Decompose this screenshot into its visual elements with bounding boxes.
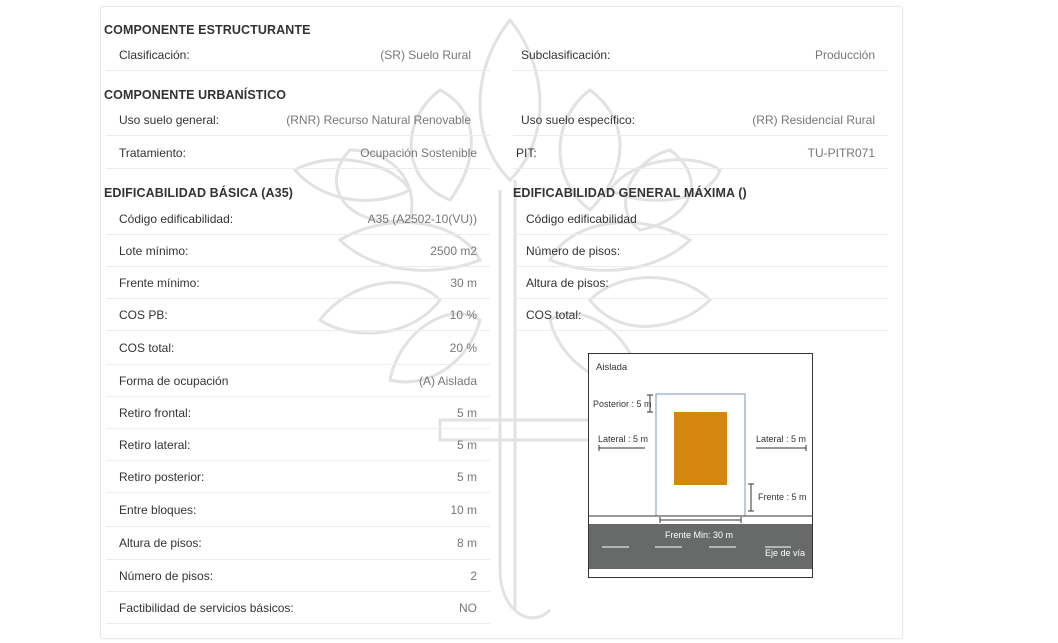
row-retiro-frontal [106,397,490,429]
row-value: 5 m [456,469,477,484]
row-value: 10 % [449,307,477,322]
row-value: (RNR) Recurso Natural Renovable [286,112,471,127]
row-codigo-edificabilidad-max [513,203,888,235]
row-value: (SR) Suelo Rural [380,47,471,62]
row-value: 8 m [456,536,477,550]
row-label: Uso suelo general: [119,112,220,127]
row-label: Número de pisos: [119,568,214,583]
row-retiro-lateral [106,429,490,461]
row-label: Uso suelo específico: [521,112,636,127]
row-value: (A) Aislada [418,373,477,388]
row-frente-minimo [106,267,490,299]
row-lote-minimo [106,235,490,267]
row-cos-total [106,332,490,365]
row-forma-ocupacion [106,365,490,397]
row-label: Número de pisos: [526,243,621,258]
row-tratamiento [106,137,490,169]
building-footprint [674,412,727,485]
row-label: COS PB: [119,307,168,322]
lateral-right-label: Lateral : 5 m [756,434,807,444]
row-clasificacion [106,39,490,71]
posterior-label: Posterior : 5 m [593,399,652,409]
row-numero-pisos [106,560,490,592]
row-label: Lote mínimo: [119,243,189,258]
row-value: NO [459,600,477,615]
row-label: Frente mínimo: [119,275,200,290]
row-label: Tratamiento: [119,145,186,160]
row-pit [513,137,888,169]
row-label: Retiro posterior: [119,469,205,484]
row-value: TU-PITR071 [807,145,875,160]
section-title-urbanistico: COMPONENTE URBANÍSTICO [104,88,287,102]
section-title-basica: EDIFICABILIDAD BÁSICA (A35) [104,186,294,200]
row-label: Forma de ocupación [119,373,229,388]
row-value: 30 m [450,275,477,290]
lateral-left-label: Lateral : 5 m [598,434,649,444]
row-label: Código edificabilidad: [119,211,234,226]
row-cos-total-max [513,299,888,331]
row-value: Producción [814,47,875,62]
row-label: COS total: [526,307,582,322]
row-value: 2500 m2 [430,243,477,258]
frente-min-label: Frente Min: 30 m [665,530,734,540]
row-altura-pisos-max [513,267,888,299]
row-numero-pisos-max [513,235,888,267]
row-label: Factibilidad de servicios básicos: [119,600,294,615]
row-value: 20 % [449,341,477,355]
row-value: A35 (A2502-10(VU)) [367,211,477,226]
row-value: (RR) Residencial Rural [752,112,875,127]
row-subclasificacion [513,39,888,71]
row-factibilidad [106,592,490,624]
row-label: Código edificabilidad [526,211,637,226]
row-retiro-posterior [106,461,490,493]
setback-diagram [588,353,813,578]
row-label: Altura de pisos: [526,275,609,290]
row-label: Retiro frontal: [119,405,192,420]
eje-via-label: Eje de vía [765,548,806,558]
diagram-title: Aislada [596,362,628,373]
row-label: Retiro lateral: [119,437,191,452]
section-title-general-maxima: EDIFICABILIDAD GENERAL MÁXIMA () [513,186,747,200]
row-value: Ocupación Sostenible [360,145,477,160]
row-codigo-edificabilidad [106,203,490,235]
row-label: PIT: [516,145,537,160]
row-label: COS total: [119,341,175,355]
row-uso-general [106,104,490,136]
row-value: 5 m [456,437,477,452]
row-label: Entre bloques: [119,503,197,517]
row-value: 5 m [456,405,477,420]
row-value: 2 [470,568,477,583]
row-cos-pb [106,299,490,331]
row-entre-bloques [106,494,490,527]
row-value: 10 m [450,503,477,517]
section-title-estructurante: COMPONENTE ESTRUCTURANTE [104,23,311,37]
row-label: Subclasificación: [521,47,611,62]
row-uso-especifico [513,104,888,136]
row-label: Altura de pisos: [119,536,202,550]
row-label: Clasificación: [119,47,190,62]
frente-label: Frente : 5 m [758,492,807,502]
row-altura-pisos [106,527,490,560]
